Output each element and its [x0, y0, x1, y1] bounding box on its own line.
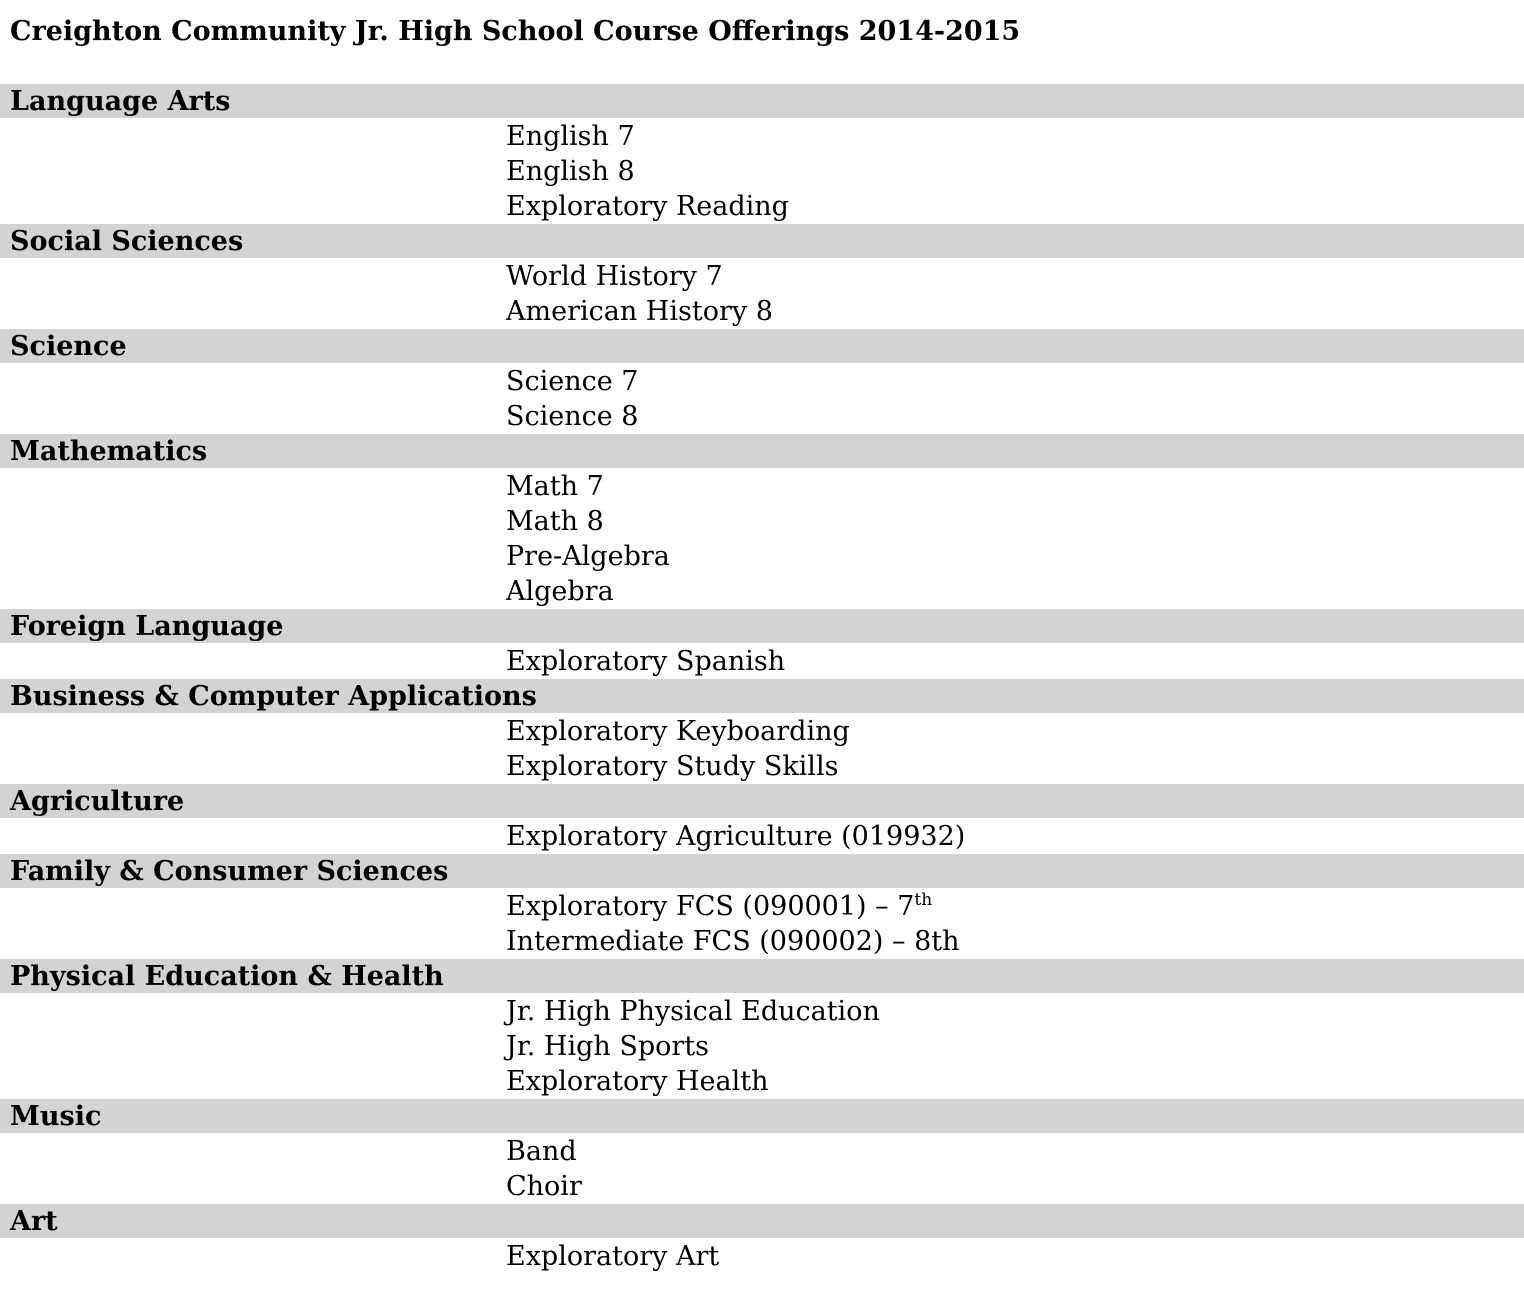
- course-name: Band: [506, 1136, 577, 1167]
- course-item: [0, 819, 1524, 854]
- course-name: English 7: [506, 121, 635, 152]
- course-name: Intermediate FCS (090002) – 8th: [506, 926, 960, 957]
- category-section: [0, 854, 1524, 959]
- course-item: [0, 1029, 1524, 1064]
- course-item: [0, 119, 1524, 154]
- category-section: [0, 784, 1524, 854]
- category-section: [0, 1204, 1524, 1274]
- category-label: Social Sciences: [10, 226, 244, 257]
- course-list: [0, 889, 1524, 959]
- course-list: [0, 1134, 1524, 1204]
- course-name: Science 7: [506, 366, 639, 397]
- course-item: [0, 399, 1524, 434]
- course-item: [0, 749, 1524, 784]
- course-item: [0, 644, 1524, 679]
- category-section: [0, 1099, 1524, 1204]
- course-name: Science 8: [506, 401, 639, 432]
- course-list: [0, 259, 1524, 329]
- category-label: Mathematics: [10, 436, 208, 467]
- course-name: Pre-Algebra: [506, 541, 670, 572]
- course-name: Exploratory Art: [506, 1241, 720, 1272]
- course-item: [0, 189, 1524, 224]
- course-item: [0, 154, 1524, 189]
- category-label: Agriculture: [10, 786, 185, 817]
- category-label: Family & Consumer Sciences: [10, 856, 449, 887]
- course-list: [0, 644, 1524, 679]
- course-name: Math 7: [506, 471, 604, 502]
- category-header: [0, 1204, 1524, 1238]
- course-item: [0, 1064, 1524, 1099]
- category-section: [0, 224, 1524, 329]
- category-section: [0, 679, 1524, 784]
- course-item: [0, 714, 1524, 749]
- category-section: [0, 84, 1524, 224]
- category-header: [0, 84, 1524, 118]
- course-name: Math 8: [506, 506, 604, 537]
- course-item: [0, 364, 1524, 399]
- course-name: Exploratory Spanish: [506, 646, 786, 677]
- course-list: [0, 714, 1524, 784]
- course-item: [0, 294, 1524, 329]
- category-header: [0, 679, 1524, 713]
- category-label: Language Arts: [10, 86, 231, 117]
- category-label: Business & Computer Applications: [10, 681, 537, 712]
- category-header: [0, 854, 1524, 888]
- course-name: American History 8: [506, 296, 773, 327]
- course-list: [0, 364, 1524, 434]
- category-label: Science: [10, 331, 127, 362]
- category-section: [0, 329, 1524, 434]
- course-list: [0, 119, 1524, 224]
- course-catalog: [0, 84, 1524, 1274]
- category-label: Music: [10, 1101, 102, 1132]
- category-section: [0, 609, 1524, 679]
- course-name: Exploratory FCS (090001) – 7: [506, 891, 915, 922]
- course-name: Algebra: [506, 576, 614, 607]
- course-list: [0, 469, 1524, 609]
- course-item: [0, 1134, 1524, 1169]
- course-item: [0, 504, 1524, 539]
- course-name: Jr. High Sports: [506, 1031, 710, 1062]
- course-name: Choir: [506, 1171, 582, 1202]
- category-section: [0, 959, 1524, 1099]
- course-list: [0, 994, 1524, 1099]
- course-name: Exploratory Study Skills: [506, 751, 839, 782]
- category-section: [0, 434, 1524, 609]
- course-item: [0, 994, 1524, 1029]
- course-item: [0, 259, 1524, 294]
- course-name: Jr. High Physical Education: [506, 996, 880, 1027]
- category-header: [0, 959, 1524, 993]
- category-header: [0, 434, 1524, 468]
- course-name: Exploratory Keyboarding: [506, 716, 850, 747]
- course-item: [0, 469, 1524, 504]
- page-title: Creighton Community Jr. High School Course Offerings 2014-2015: [10, 16, 1021, 47]
- course-item: [0, 539, 1524, 574]
- category-label: Foreign Language: [10, 611, 284, 642]
- category-header: [0, 329, 1524, 363]
- category-header: [0, 784, 1524, 818]
- course-name: Exploratory Health: [506, 1066, 769, 1097]
- course-item: [0, 574, 1524, 609]
- course-list: [0, 819, 1524, 854]
- course-name: Exploratory Agriculture (019932): [506, 821, 966, 852]
- category-label: Art: [10, 1206, 58, 1237]
- course-name-superscript: th: [914, 890, 933, 910]
- course-name: Exploratory Reading: [506, 191, 789, 222]
- category-header: [0, 609, 1524, 643]
- course-list: [0, 1239, 1524, 1274]
- course-item: [0, 924, 1524, 959]
- course-item: [0, 1239, 1524, 1274]
- category-label: Physical Education & Health: [10, 961, 444, 992]
- course-name: World History 7: [506, 261, 723, 292]
- course-name: English 8: [506, 156, 635, 187]
- category-header: [0, 224, 1524, 258]
- category-header: [0, 1099, 1524, 1133]
- course-item: [0, 889, 1524, 924]
- course-item: [0, 1169, 1524, 1204]
